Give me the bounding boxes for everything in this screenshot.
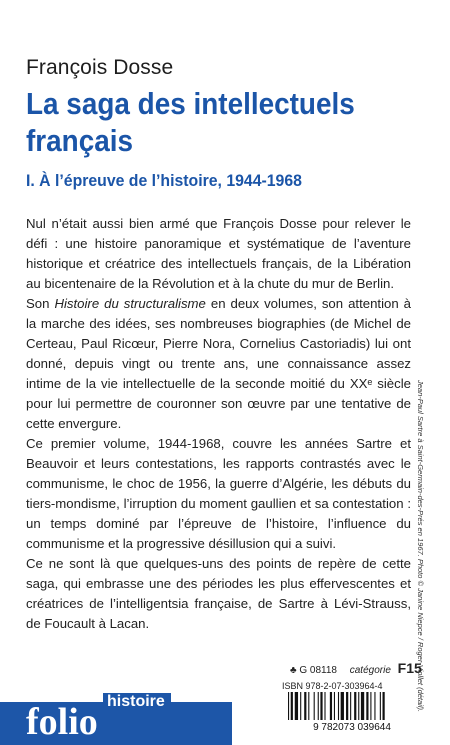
blurb-paragraph-4: Ce ne sont là que quelques-uns des points de repère de cette saga, qui embrasse une des périodes les plus effervescentes et créatrices de l’intelligentsia française, de Sartre à Lévi-Strauss, de Foucault à Lacan. [26,556,411,631]
blurb-paragraph-2 [26,294,411,434]
blurb-p2-italic-title: Histoire du structuralisme [54,296,206,311]
price-category: F15 [397,660,422,676]
blurb-p2-rest: en deux volumes, son attention à la marche des idées, ses nombreuses biographies (de Michel de Certeau, Paul Ricœur, Pierre Nora, Cornelius Castoriadis) lui ont donné, depuis vingt ou trente ans, une connaissance assez intime de la vie intellectuelle de la seconde moitié du XXᵉ siècle pour lui permettre de couronner son œuvre par une tentative de cette envergure. [26,296,411,431]
author-name: François Dosse [26,56,174,79]
blurb-p2-prefix: Son [26,296,55,311]
isbn: ISBN 978-2-07-303964-4 [282,681,383,691]
catalog-code: G 08118 [299,665,337,676]
book-title: La saga des intellectuels français [26,86,355,158]
book-subtitle: I. À l’épreuve de l’histoire, 1944-1968 [26,171,302,190]
series-name: histoire [103,693,171,711]
blurb-paragraph-3: Ce premier volume, 1944-1968, couvre les années Sartre et Beauvoir et leurs contestations, les rapports contrastés avec le communisme, le choc de 1956, la guerre d’Algérie, les débuts du tiers-mondisme, l’irruption du moment gaullien et sa contestation : un temps dominé par l’épreuve de l’histoire, l’influence du communisme et la progressive désillusion qui a suivi. [26,436,411,551]
category-label: catégorie [349,665,391,676]
barcode [282,692,422,732]
clubs-icon: ♣ [290,665,297,676]
photo-credit: Jean-Paul Sartre à Saint-Germain-des-Prés en 1967. Photo © Janine Niepce / Roger-Viollet (détail). [416,380,425,713]
barcode-digits: 9 782073 039644 [313,722,391,732]
folio-logo: folio [26,701,98,743]
blurb-paragraph-1: Nul n’était aussi bien armé que François Dosse pour relever le défi : une histoire panoramique et systématique de l’aventure historique et créatrice des intellectuels français, de la Libération au bicentenaire de la Révolution et à la chute du mur de Berlin. [26,216,411,291]
catalog-code-row [290,660,422,676]
back-cover-blurb [26,214,411,634]
barcode-bars [288,692,385,722]
